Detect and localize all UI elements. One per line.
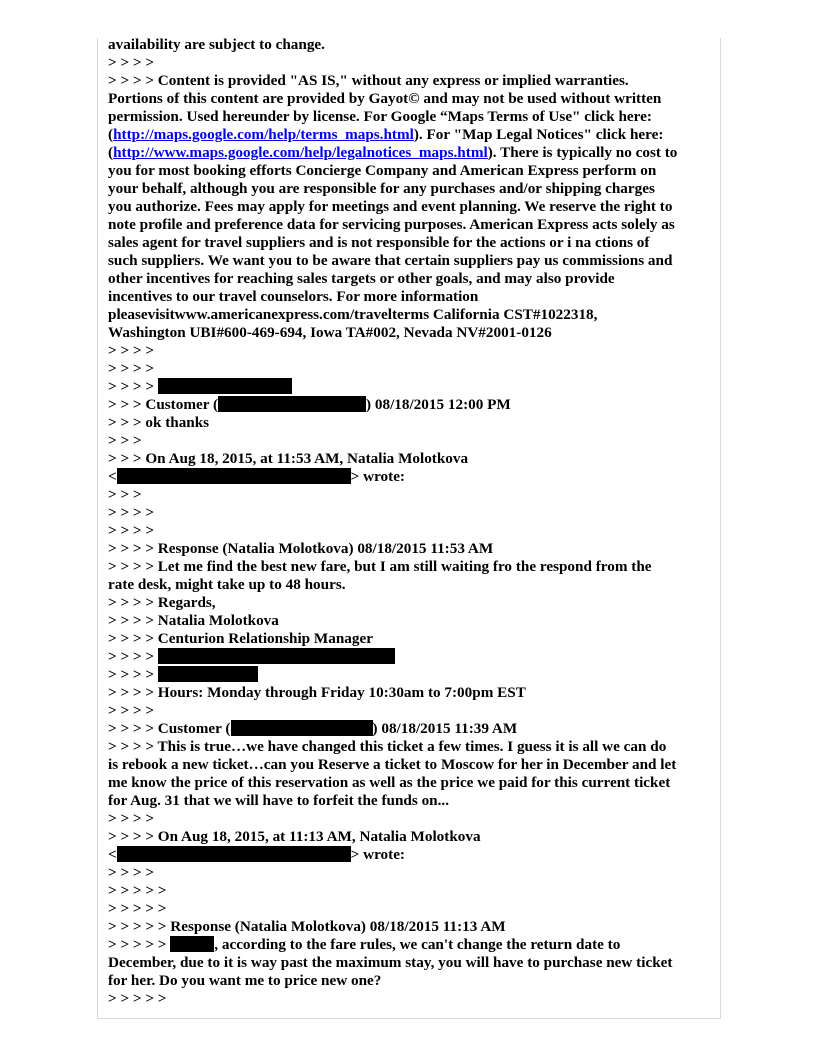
text-line xyxy=(108,126,712,144)
line-text: you authorize. Fees may apply for meetings and event planning. We reserve the right to xyxy=(108,198,673,215)
line-prefix: < xyxy=(108,846,117,863)
line-suffix: ). For "Map Legal Notices" click here: xyxy=(413,126,664,143)
redaction-box xyxy=(170,936,214,952)
text-line xyxy=(108,450,712,468)
redaction-box xyxy=(117,846,351,862)
line-text: for her. Do you want me to price new one? xyxy=(108,972,382,989)
line-suffix: ). There is typically no cost to xyxy=(487,144,678,161)
line-text: > > > > Natalia Molotkova xyxy=(108,612,279,629)
line-text: you for most booking efforts Concierge Company and American Express perform on xyxy=(108,162,657,179)
text-line xyxy=(108,792,712,810)
line-suffix: > wrote: xyxy=(350,468,405,485)
line-text: is rebook a new ticket…can you Reserve a ticket to Moscow for her in December and let xyxy=(108,756,677,773)
line-text: > > > > Regards, xyxy=(108,594,216,611)
hyperlink[interactable]: http://maps.google.com/help/terms_maps.html xyxy=(113,126,414,143)
text-line xyxy=(108,756,712,774)
line-prefix: ( xyxy=(108,144,114,161)
line-text: other incentives for reaching sales targets or other goals, and may also provide xyxy=(108,270,615,287)
line-text: > > > > > xyxy=(108,990,167,1007)
text-line xyxy=(108,954,712,972)
line-text: > > > > xyxy=(108,504,155,521)
line-suffix: , according to the fare rules, we can't change the return date to xyxy=(214,936,621,953)
text-line xyxy=(108,648,712,666)
line-text: > > > > xyxy=(108,702,155,719)
text-line xyxy=(108,846,712,864)
text-line xyxy=(108,72,712,90)
line-text: > > > > xyxy=(108,342,155,359)
text-line xyxy=(108,774,712,792)
line-text: > > > > xyxy=(108,360,155,377)
text-line xyxy=(108,90,712,108)
text-line xyxy=(108,216,712,234)
text-line xyxy=(108,684,712,702)
line-text: availability are subject to change. xyxy=(108,36,325,53)
text-line xyxy=(108,108,712,126)
text-line xyxy=(108,162,712,180)
line-text: > > > > xyxy=(108,54,155,71)
text-line xyxy=(108,882,712,900)
text-line xyxy=(108,288,712,306)
line-text: > > > xyxy=(108,486,142,503)
line-text: > > > > On Aug 18, 2015, at 11:13 AM, Natalia Molotkova xyxy=(108,828,481,845)
line-text: incentives to our travel counselors. For more information xyxy=(108,288,479,305)
text-line xyxy=(108,306,712,324)
text-line xyxy=(108,342,712,360)
line-suffix: ) 08/18/2015 11:39 AM xyxy=(372,720,518,737)
text-line xyxy=(108,270,712,288)
line-text: > > > xyxy=(108,432,142,449)
line-text: > > > > Hours: Monday through Friday 10:30am to 7:00pm EST xyxy=(108,684,526,701)
line-prefix: > > > Customer ( xyxy=(108,396,219,413)
text-line xyxy=(108,558,712,576)
text-line xyxy=(108,522,712,540)
redaction-box xyxy=(231,720,373,736)
line-text: > > > On Aug 18, 2015, at 11:53 AM, Natalia Molotkova xyxy=(108,450,469,467)
line-suffix: > wrote: xyxy=(350,846,405,863)
redaction-box xyxy=(158,666,258,682)
line-text: Portions of this content are provided by Gayot© and may not be used without written xyxy=(108,90,662,107)
line-text: > > > > xyxy=(108,864,155,881)
text-line xyxy=(108,198,712,216)
text-line xyxy=(108,972,712,990)
text-line xyxy=(108,900,712,918)
line-text: rate desk, might take up to 48 hours. xyxy=(108,576,346,593)
text-line xyxy=(108,864,712,882)
hyperlink[interactable]: http://www.maps.google.com/help/legalnotices_maps.html xyxy=(113,144,488,161)
line-suffix: ) 08/18/2015 12:00 PM xyxy=(366,396,511,413)
text-line xyxy=(108,378,712,396)
line-prefix: ( xyxy=(108,126,114,143)
line-prefix: > > > > xyxy=(108,378,158,395)
redaction-box xyxy=(158,378,292,394)
redaction-box xyxy=(218,396,366,412)
text-line xyxy=(108,936,712,954)
line-prefix: > > > > > xyxy=(108,936,171,953)
text-line xyxy=(108,612,712,630)
line-text: > > > > Content is provided "AS IS," without any express or implied warranties. xyxy=(108,72,629,89)
text-line xyxy=(108,702,712,720)
text-line xyxy=(108,828,712,846)
text-line xyxy=(108,486,712,504)
line-prefix: > > > > Customer ( xyxy=(108,720,231,737)
line-text: > > > ok thanks xyxy=(108,414,210,431)
text-line xyxy=(108,720,712,738)
redaction-box xyxy=(117,468,351,484)
text-line xyxy=(108,810,712,828)
line-text: > > > > > xyxy=(108,900,167,917)
line-text: > > > > Response (Natalia Molotkova) 08/18/2015 11:53 AM xyxy=(108,540,494,557)
text-line xyxy=(108,234,712,252)
text-line xyxy=(108,468,712,486)
line-text: > > > > This is true…we have changed this ticket a few times. I guess it is all we can do xyxy=(108,738,667,755)
line-text: permission. Used hereunder by license. For Google “Maps Terms of Use" click here: xyxy=(108,108,652,125)
text-line xyxy=(108,504,712,522)
line-text: December, due to it is way past the maximum stay, you will have to purchase new ticket xyxy=(108,954,673,971)
text-line xyxy=(108,630,712,648)
line-text: pleasevisitwww.americanexpress.com/travelterms California CST#1022318, xyxy=(108,306,598,323)
text-line xyxy=(108,414,712,432)
text-line xyxy=(108,576,712,594)
text-line xyxy=(108,594,712,612)
line-text: me know the price of this reservation as well as the price we paid for this current ticket xyxy=(108,774,671,791)
line-text: your behalf, although you are responsible for any purchases and/or shipping charges xyxy=(108,180,655,197)
text-line xyxy=(108,180,712,198)
text-line xyxy=(108,36,712,54)
text-line xyxy=(108,324,712,342)
line-text: > > > > Centurion Relationship Manager xyxy=(108,630,373,647)
line-prefix: > > > > xyxy=(108,648,158,665)
line-text: > > > > > xyxy=(108,882,167,899)
text-line xyxy=(108,144,712,162)
text-line xyxy=(108,918,712,936)
text-line xyxy=(108,990,712,1008)
redaction-box xyxy=(158,648,395,664)
text-line xyxy=(108,396,712,414)
text-line xyxy=(108,738,712,756)
line-text: note profile and preference data for servicing purposes. American Express acts solely as xyxy=(108,216,675,233)
line-text: sales agent for travel suppliers and is not responsible for the actions or i na ctions of xyxy=(108,234,650,251)
text-line xyxy=(108,360,712,378)
line-text: > > > > > Response (Natalia Molotkova) 08/18/2015 11:13 AM xyxy=(108,918,506,935)
text-line xyxy=(108,540,712,558)
text-line xyxy=(108,432,712,450)
text-line xyxy=(108,252,712,270)
line-text: > > > > xyxy=(108,810,155,827)
line-prefix: < xyxy=(108,468,117,485)
text-line xyxy=(108,666,712,684)
line-text: such suppliers. We want you to be aware that certain suppliers pay us commissions and xyxy=(108,252,673,269)
line-text: > > > > Let me find the best new fare, but I am still waiting fro the respond from the xyxy=(108,558,652,575)
line-text: > > > > xyxy=(108,522,155,539)
line-text: for Aug. 31 that we will have to forfeit the funds on... xyxy=(108,792,450,809)
email-body xyxy=(108,36,712,1008)
text-line xyxy=(108,54,712,72)
line-prefix: > > > > xyxy=(108,666,158,683)
line-text: Washington UBI#600-469-694, Iowa TA#002, Nevada NV#2001-0126 xyxy=(108,324,552,341)
